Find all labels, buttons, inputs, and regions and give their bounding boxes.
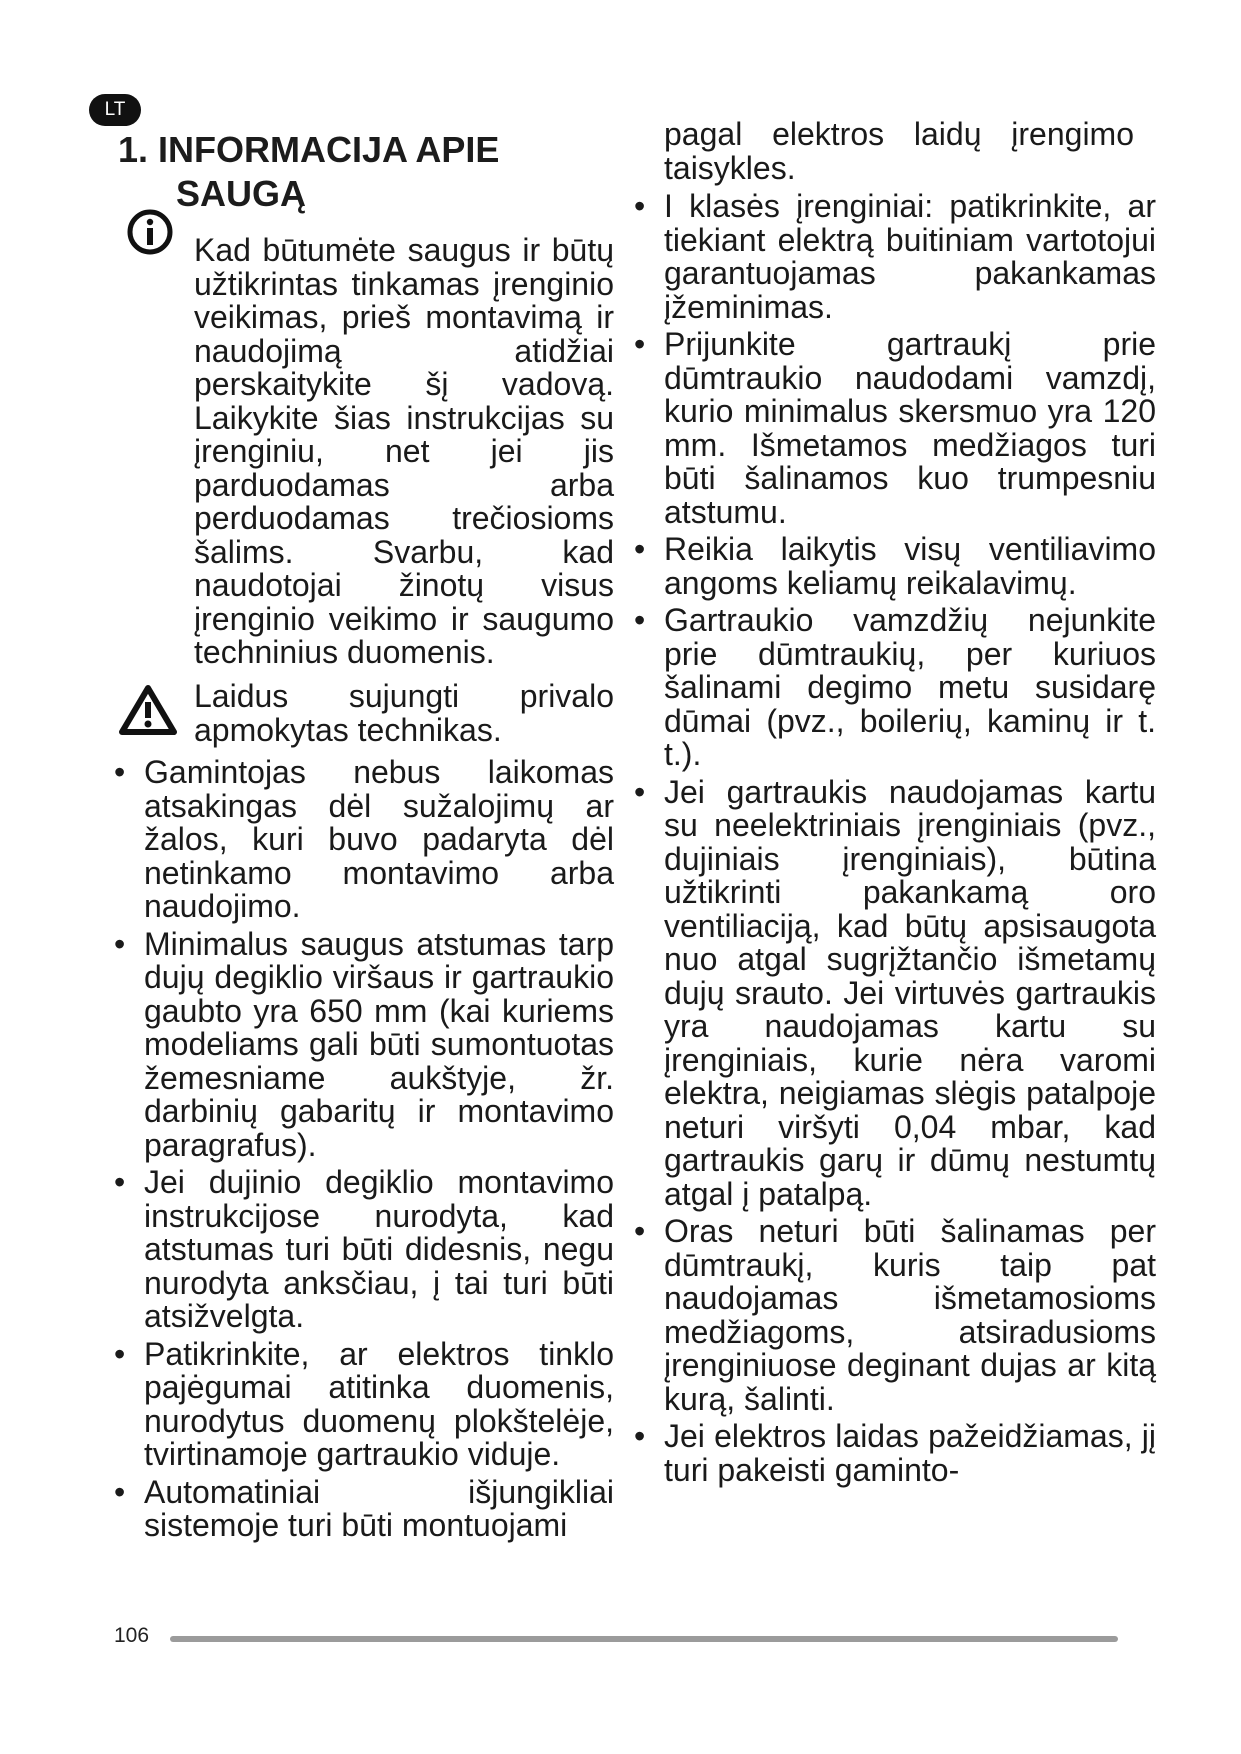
list-item: • Automatiniai išjungikliai sistemoje turi būti montuojami (114, 1473, 614, 1543)
right-bullet-list (634, 190, 1156, 1491)
section-title-line2: SAUGĄ (176, 173, 307, 214)
warning-notice-text: Laidus sujungti privalo apmokytas technikas. (194, 678, 614, 748)
list-item: • Prijunkite gartraukį prie dūmtraukio naudodami vamzdį, kurio minimalus skersmuo yra 120 mm. Išmetamos medžiagos turi būti šalinamos kuo trumpesniu atstumu. (634, 326, 1156, 530)
list-item: • Oras neturi būti šalinamas per dūmtraukį, kuris taip pat naudojamas išmetamosioms medžiagoms, atsiradusioms įrenginiuose deginant dujas ar kitą kurą, šalinti. (634, 1213, 1156, 1417)
info-notice-text: Kad būtumėte saugus ir būtų užtikrintas tinkamas įrenginio veikimas, prieš montavimą ir naudojimą atidžiai perskaitykite šį vadovą. Laikykite šias instrukcijas su įrenginiu, net jei jis parduodamas arba perduodamas trečiosioms šalims. Svarbu, kad naudotojai žinotų visus įrenginio veikimo ir saugumo techninius duomenis. (194, 232, 614, 670)
right-continuation-text: pagal elektros laidų įrengimo taisykles. (664, 116, 1134, 186)
list-item: • I klasės įrenginiai: patikrinkite, ar tiekiant elektrą buitiniam vartotojui garantuojamas pakankamas įžeminimas. (634, 188, 1156, 325)
list-item: • Jei elektros laidas pažeidžiamas, jį turi pakeisti gaminto- (634, 1418, 1156, 1488)
info-circle-icon (126, 208, 174, 261)
list-item: • Gamintojas nebus laikomas atsakingas dėl sužalojimų ar žalos, kuri buvo padaryta dėl netinkamo montavimo arba naudojimo. (114, 754, 614, 924)
list-item: • Gartraukio vamzdžių nejunkite prie dūmtraukių, per kuriuos šalinami degimo metu susidarę dūmai (pvz., boilerių, kaminų ir t. t.). (634, 602, 1156, 772)
left-bullet-list (114, 756, 614, 1547)
list-item: • Jei gartraukis naudojamas kartu su neelektriniais įrenginiais (pvz., dujiniais įrenginiais), būtina užtikrinti pakankamą oro ventiliaciją, kad būtų apsisaugota nuo atgal sugrįžtančio išmetamų dujų srauto. Jei virtuvės gartraukis yra naudojamas kartu su įrenginiais, kurie nėra varomi elektra, neigiamas slėgis patalpoje neturi viršyti 0,04 mbar, kad gartraukis garų ir dūmų nestumtų atgal į patalpą. (634, 773, 1156, 1212)
list-item: • Jei dujinio degiklio montavimo instrukcijose nurodyta, kad atstumas turi būti didesnis, negu nurodyta anksčiau, į tai turi būti atsižvelgta. (114, 1164, 614, 1334)
page-number: 106 (114, 1624, 150, 1647)
section-title (118, 128, 598, 216)
footer-divider (170, 1636, 1118, 1642)
language-badge: LT (89, 94, 141, 126)
list-item: • Minimalus saugus atstumas tarp dujų degiklio viršaus ir gartraukio gaubto yra 650 mm (kai kuriems modeliams gali būti sumontuotas žemesniame aukštyje, žr. darbinių gabaritų ir montavimo paragrafus). (114, 925, 614, 1163)
list-item: • Reikia laikytis visų ventiliavimo angoms keliamų reikalavimų. (634, 531, 1156, 601)
list-item: • Patikrinkite, ar elektros tinklo pajėgumai atitinka duomenis, nurodytus duomenų plokštelėje, tvirtinamoje gartraukio viduje. (114, 1335, 614, 1472)
warning-triangle-icon (118, 684, 178, 741)
section-title-line1: 1. INFORMACIJA APIE (118, 129, 500, 170)
